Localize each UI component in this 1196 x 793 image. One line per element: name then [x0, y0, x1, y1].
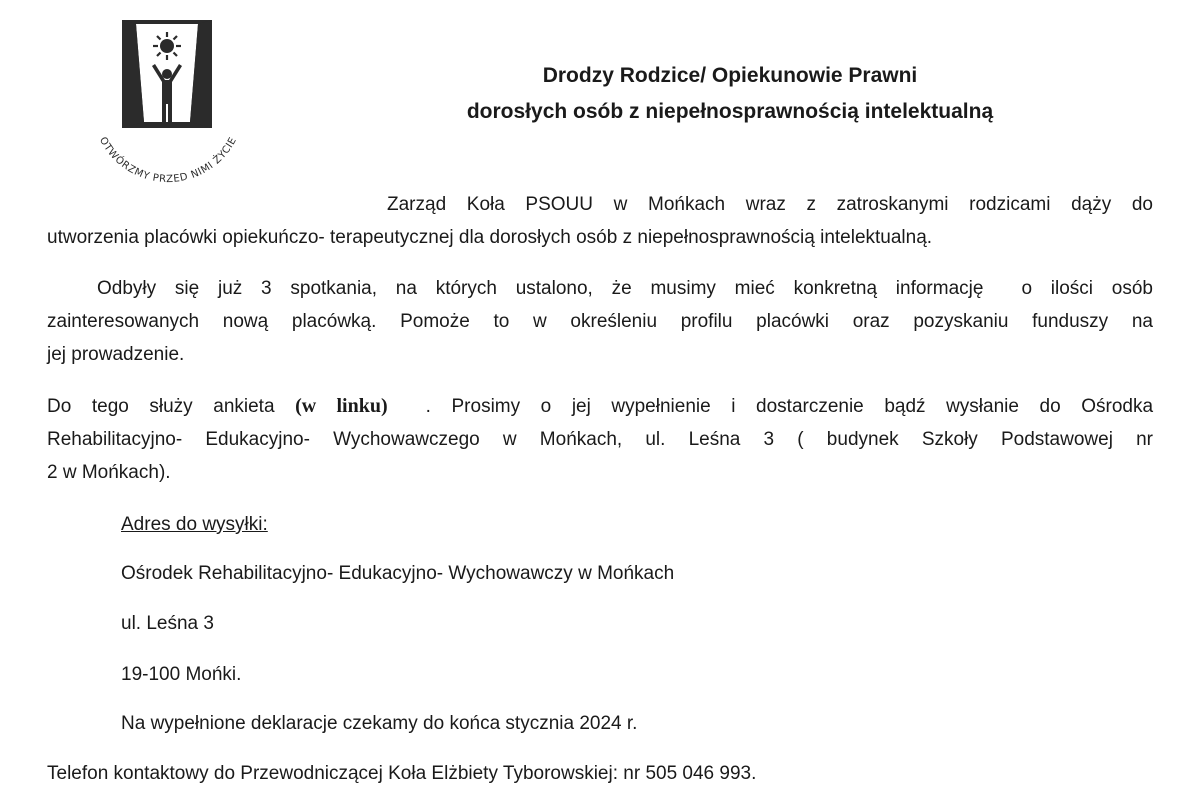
- paragraph-intro-line-1: Zarząd Koła PSOUU w Mońkach wraz z zatroskanymi rodzicami dąży do: [387, 194, 1153, 215]
- document-title: [300, 58, 1160, 130]
- paragraph-meetings-line-3: jej prowadzenie.: [47, 344, 185, 365]
- deadline-note: Na wypełnione deklaracje czekamy do końca stycznia 2024 r.: [121, 713, 638, 734]
- paragraph-survey-before-link: Do tego służy ankieta: [47, 396, 275, 417]
- address-line-2: ul. Leśna 3: [121, 613, 214, 634]
- address-label: Adres do wysyłki:: [121, 514, 268, 535]
- paragraph-meetings-line-1a: Odbyły się już 3 spotkania, na których ustalono, że musimy mieć konkretną informację: [97, 278, 984, 299]
- address-line-1: Ośrodek Rehabilitacyjno- Edukacyjno- Wychowawczy w Mońkach: [121, 563, 675, 584]
- sun-icon: [153, 32, 181, 60]
- logo-motto: OTWÓRZMY PRZED NIMI ŻYCIE: [96, 135, 240, 184]
- paragraph-survey-after-link: . Prosimy o jej wypełnienie i dostarczenie bądź wysłanie do Ośrodka: [425, 396, 1154, 417]
- paragraph-meetings-line-1b: o ilości osób: [1021, 278, 1153, 299]
- survey-link[interactable]: (w linku): [295, 395, 388, 417]
- address-line-3: 19-100 Mońki.: [121, 664, 242, 685]
- paragraph-meetings: [47, 272, 1153, 371]
- paragraph-meetings-line-2: zainteresowanych nową placówką. Pomoże to w określeniu profilu placówki oraz pozyskaniu funduszy na: [47, 311, 1153, 332]
- contact-phone: Telefon kontaktowy do Przewodniczącej Koła Elżbiety Tyborowskiej: nr 505 046 993.: [47, 763, 757, 784]
- paragraph-survey-line-3: 2 w Mońkach).: [47, 462, 171, 483]
- title-line-1: Drodzy Rodzice/ Opiekunowie Prawni: [542, 64, 918, 87]
- paragraph-survey: [47, 390, 1153, 489]
- paragraph-intro: [47, 188, 1153, 254]
- paragraph-survey-line-2: Rehabilitacyjno- Edukacyjno- Wychowawczego w Mońkach, ul. Leśna 3 ( budynek Szkoły Podstawowej nr: [47, 429, 1153, 450]
- paragraph-intro-line-2: utworzenia placówki opiekuńczo- terapeutycznej dla dorosłych osób z niepełnosprawnością intelektualną.: [47, 227, 933, 248]
- title-line-2: dorosłych osób z niepełnosprawnością intelektualną: [466, 100, 994, 123]
- organization-logo: [78, 14, 258, 184]
